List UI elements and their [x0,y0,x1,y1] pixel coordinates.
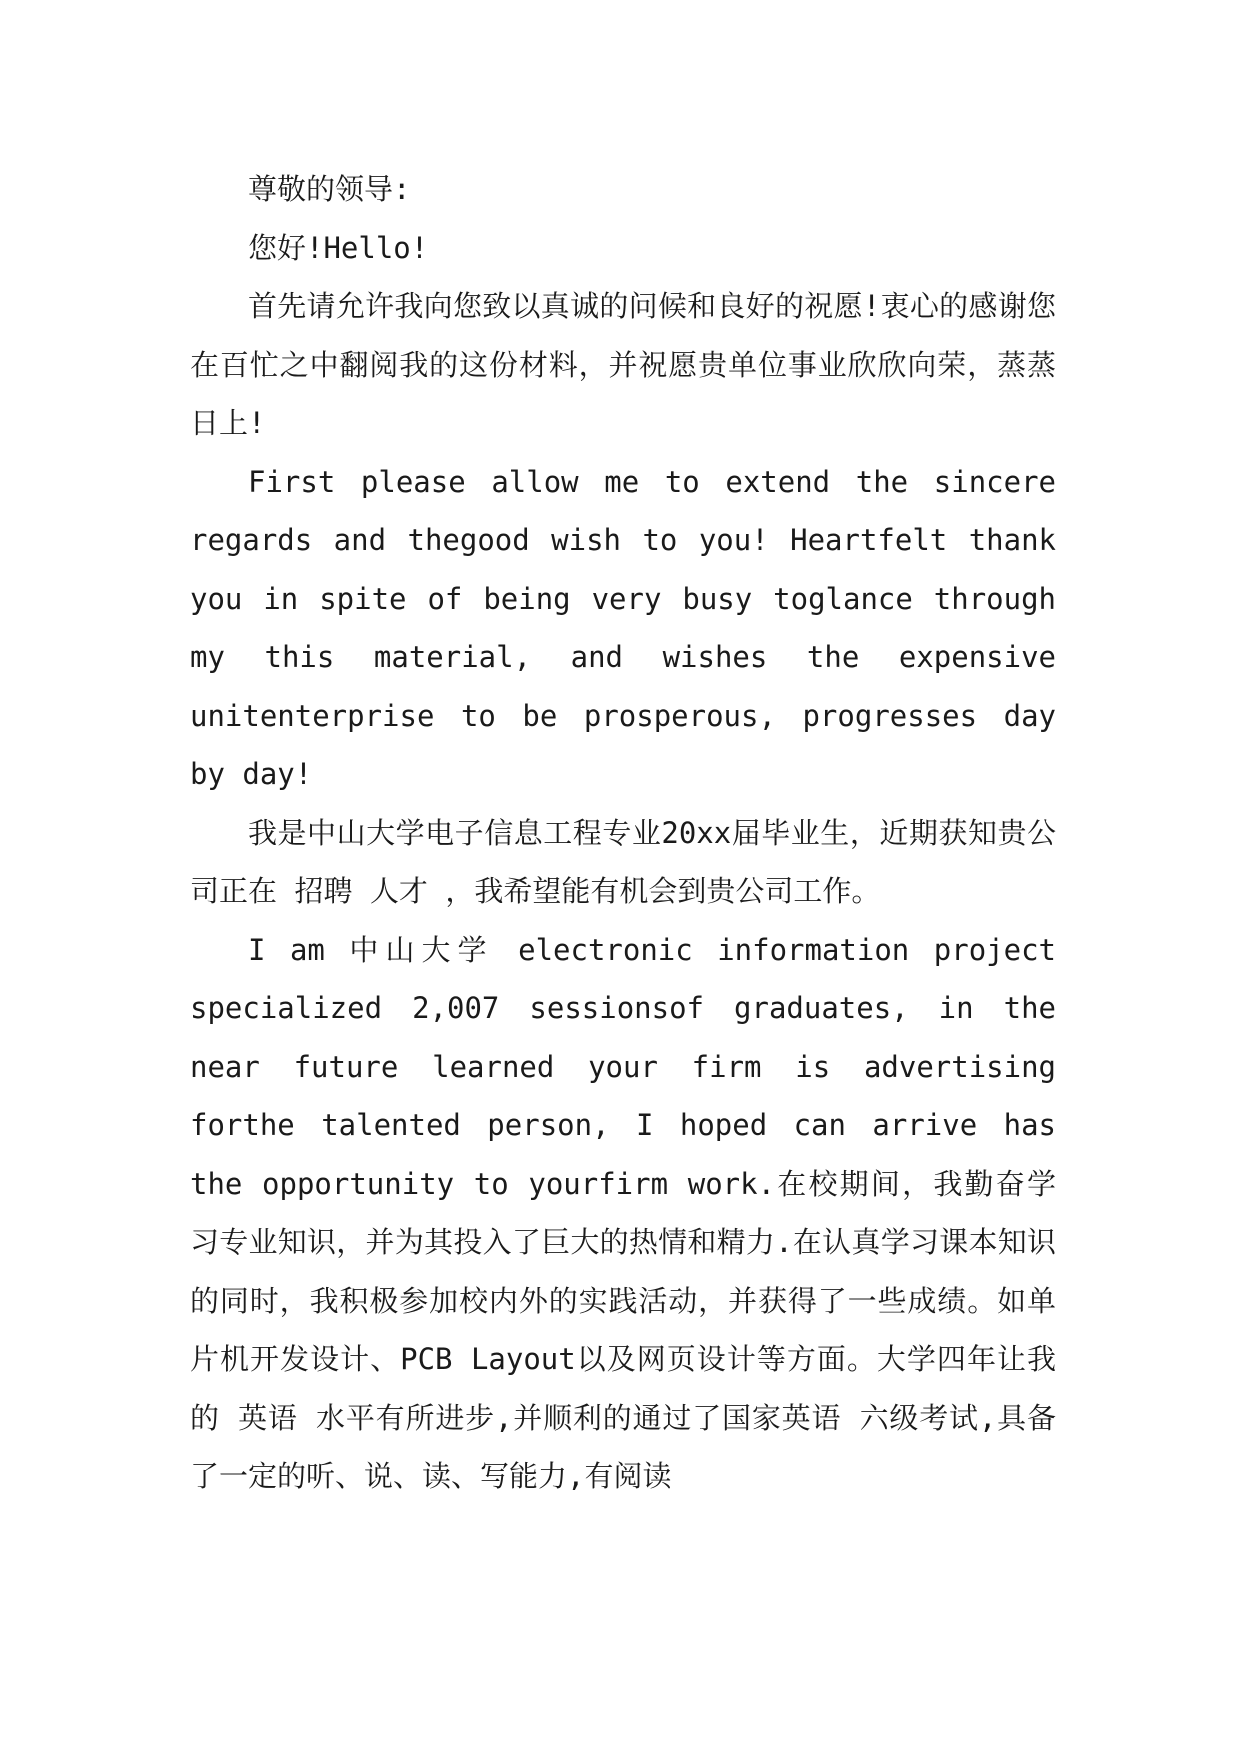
letter-body [190,160,1056,1506]
paragraph-mixed-background: I am 中山大学 electronic information project specialized 2,007 sessionsof graduates, in the near future learned your firm is advertising forthe talented person, I hoped can arrive has the opportunity to yourfirm work.在校期间，我勤奋学习专业知识，并为其投入了巨大的热情和精力.在认真学习课本知识的同时，我积极参加校内外的实践活动，并获得了一些成绩。如单片机开发设计、PCB Layout以及网页设计等方面。大学四年让我的 英语 水平有所进步,并顺利的通过了国家英语 六级考试,具备了一定的听、说、读、写能力,有阅读 [190,932,1056,1493]
greeting: 您好!Hello! [248,230,429,265]
salutation: 尊敬的领导: [248,172,411,206]
paragraph-chinese-background: 我是中山大学电子信息工程专业20xx届毕业生，近期获知贵公司正在 招聘 人才 ，我希望能有机会到贵公司工作。 [190,815,1056,908]
paragraph-english-intro: First please allow me to extend the sincere regards and thegood wish to you! Heartfelt thank you in spite of being very busy toglance through my this material, and wishes the expensive unitenterprise to be prosperous, progresses day by day! [190,464,1056,791]
paragraph-chinese-intro: 首先请允许我向您致以真诚的问候和良好的祝愿!衷心的感谢您在百忙之中翻阅我的这份材料，并祝愿贵单位事业欣欣向荣，蒸蒸日上! [190,289,1056,440]
